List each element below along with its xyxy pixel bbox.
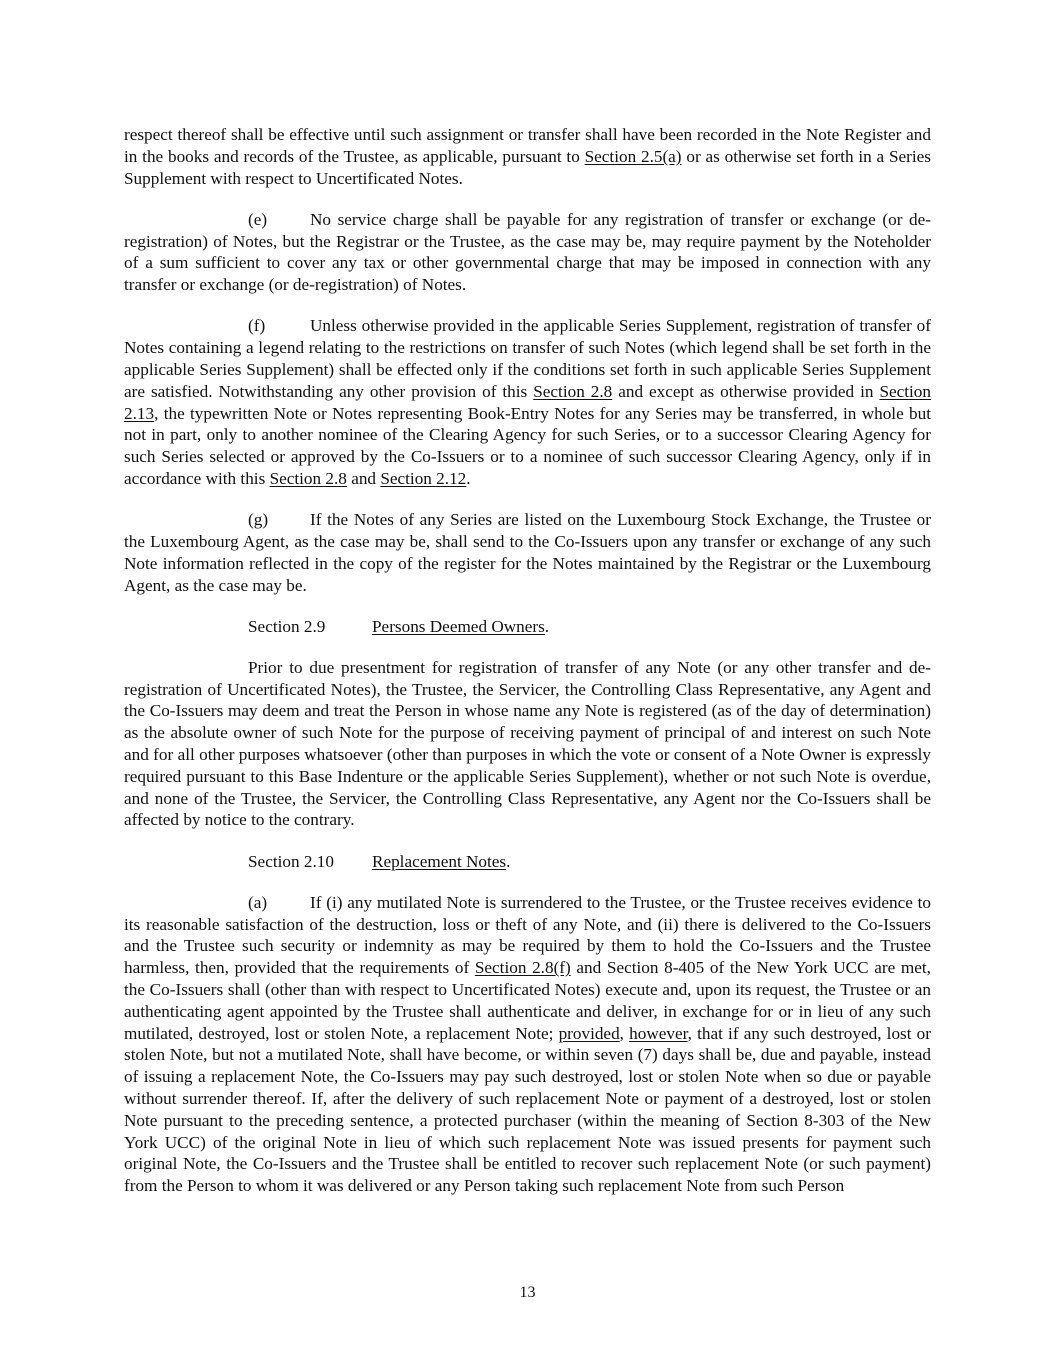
paragraph-section-2-9: Prior to due presentment for registration of transfer of any Note (or any other transfer and de-registration of Uncertificated Notes), the Trustee, the Servicer, the Controlling Class Representative, any Agent and the Co-Issuers may deem and treat the Person in whose name any Note is registered (as of the day of determination) as the absolute owner of such Note for the purpose of receiving payment of principal of and interest on such Note and for all other purposes whatsoever (other than purposes in which the vote or consent of a Note Owner is expressly required pursuant to this Base Indenture or the applicable Series Supplement), whether or not such Note is overdue, and none of the Trustee, the Servicer, the Controlling Class Representative, any Agent nor the Co-Issuers shall be affected by notice to the contrary. — [124, 657, 931, 830]
clause-marker: (f) — [248, 316, 266, 336]
section-reference: Section 2.8 — [533, 381, 613, 401]
clause-marker: (g) — [248, 510, 269, 530]
paragraph-f: (f) Unless otherwise provided in the applicable Series Supplement, registration of transfer of Notes containing a legend relating to the restrictions on transfer of such Notes (which legend shall be set forth in the applicable Series Supplement) shall be effected only if the conditions set forth in such applicable Series Supplement are satisfied. Notwithstanding any other provision of this Section 2.8 and except as otherwise provided in Section 2.13, the typewritten Note or Notes representing Book-Entry Notes for any Series may be transferred, in whole but not in part, only to another nominee of the Clearing Agency for such Series, or to a successor Clearing Agency for such Series selected or approved by the Co-Issuers or to a nominee of such successor Clearing Agency, only if in accordance with this Section 2.8 and Section 2.12. — [124, 316, 931, 488]
section-title: Replacement Notes — [372, 851, 507, 871]
page-number: 13 — [519, 1284, 536, 1301]
section-reference: Section 2.5(a) — [584, 146, 682, 166]
section-reference: Section 2.12 — [380, 468, 467, 488]
section-number: Section 2.9 — [248, 616, 326, 636]
section-reference: Section 2.8(f) — [474, 958, 571, 978]
paragraph-a: (a) If (i) any mutilated Note is surrendered to the Trustee, or the Trustee receives evidence to its reasonable satisfaction of the destruction, loss or theft of any Note, and (ii) there is delivered to the Co-Issuers and the Trustee such security or indemnity as may be required by them to hold the Co-Issuers and the Trustee harmless, then, provided that the requirements of Section 2.8(f) and Section 8-405 of the New York UCC are met, the Co-Issuers shall (other than with respect to Uncertificated Notes) execute and, upon its request, the Trustee or an authenticating agent appointed by the Trustee shall authenticate and deliver, in exchange for or in lieu of any such mutilated, destroyed, lost or stolen Note, a replacement Note; provided, however, that if any such destroyed, lost or stolen Note, but not a mutilated Note, shall have become, or within seven (7) days shall be, due and payable, instead of issuing a replacement Note, the Co-Issuers may pay such destroyed, lost or stolen Note when so due or payable without surrender thereof. If, after the delivery of such replacement Note or payment of a destroyed, lost or stolen Note pursuant to the preceding sentence, a protected purchaser (within the meaning of Section 8-303 of the New York UCC) of the original Note in lieu of which such replacement Note was issued presents for payment such original Note, the Co-Issuers and the Trustee shall be entitled to recover such replacement Note (or such payment) from the Person to whom it was delivered or any Person taking such replacement Note from such Person — [124, 892, 931, 1196]
paragraph-continuation: respect thereof shall be effective until such assignment or transfer shall have been recorded in the Note Register and in the books and records of the Trustee, as applicable, pursuant to Section 2.5(a) or as otherwise set forth in a Series Supplement with respect to Uncertificated Notes. — [124, 125, 931, 188]
defined-term: provided — [558, 1023, 620, 1043]
section-reference: Section 2.8 — [269, 468, 347, 488]
defined-term: however — [629, 1023, 688, 1043]
section-heading-2-10: Section 2.10 Replacement Notes. — [248, 851, 511, 871]
clause-marker: (a) — [248, 892, 268, 912]
section-heading-2-9: Section 2.9 Persons Deemed Owners. — [248, 616, 550, 636]
paragraph-g: (g) If the Notes of any Series are listed on the Luxembourg Stock Exchange, the Trustee or the Luxembourg Agent, as the case may be, shall send to the Co-Issuers upon any transfer or exchange of any such Note information reflected in the copy of the register for the Notes maintained by the Registrar or the Luxembourg Agent, as the case may be. — [124, 510, 931, 595]
clause-marker: (e) — [248, 209, 268, 229]
section-reference: Section 2.13 — [124, 381, 931, 423]
section-title: Persons Deemed Owners — [372, 616, 545, 636]
paragraph-e: (e) No service charge shall be payable for any registration of transfer or exchange (or de-registration) of Notes, but the Registrar or the Trustee, as the case may be, may require payment by the Noteholder of a sum sufficient to cover any tax or other governmental charge that may be imposed in connection with any transfer or exchange (or de-registration) of Notes. — [124, 209, 931, 295]
document-body — [124, 124, 931, 1216]
section-number: Section 2.10 — [248, 851, 334, 871]
